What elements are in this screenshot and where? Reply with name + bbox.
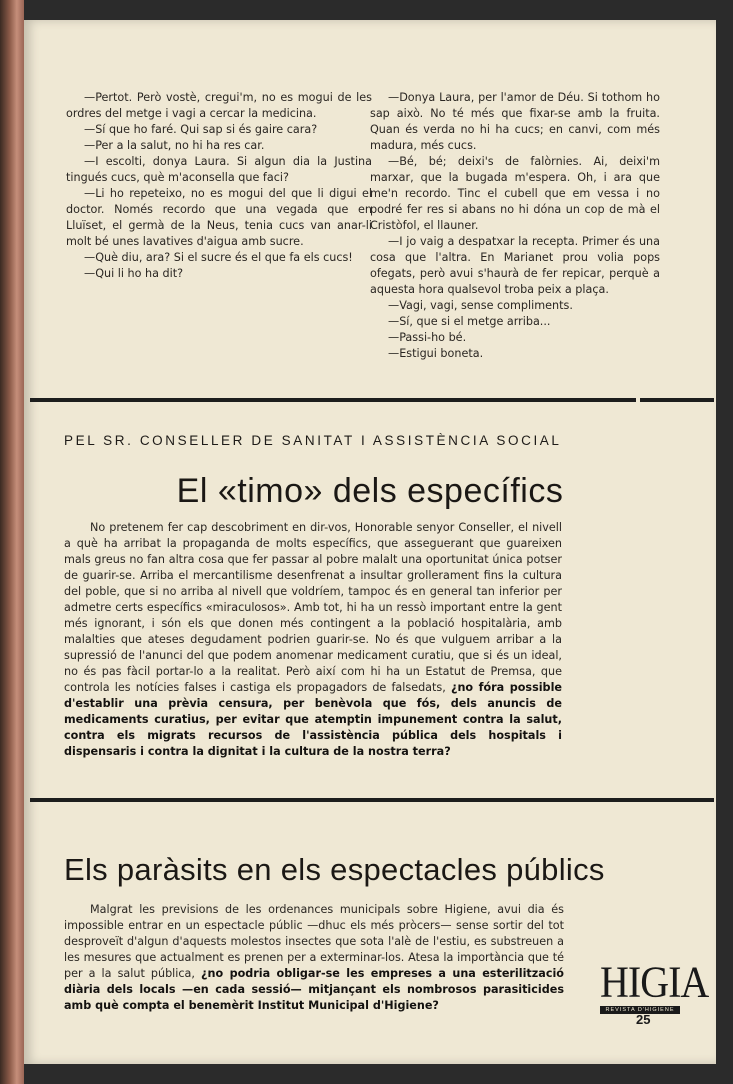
dialogue-paragraph: —Vagi, vagi, sense compliments. [388, 299, 573, 312]
article-body-text: Malgrat les previsions de les ordenances municipals sobre Higiene, avui dia és impossible entrar en un espectacle públic —dhuc els més pròcers— sense sortir del tot desproveït d'algun d'aquests molestos insectes que sota l'alè de l'estiu, es substreuen a les mesures que actualment es prenen per a exterminar-los. Atesa la importància que té per a la salut pública, [64, 903, 564, 980]
dialogue-paragraph: —Estigui boneta. [388, 347, 484, 360]
dialogue-paragraph: —Bé, bé; deixi's de falòrnies. Ai, deixi'm marxar, que la bugada m'espera. Oh, i ara que me'n recordo. Tinc el cubell que em vessa i no podré fer res si abans no hi dóna un cop de mà el Cristòfol, el llauner. [370, 155, 660, 232]
logo-subtitle: REVISTA D'HIGIENE [600, 1006, 680, 1014]
article-body [64, 520, 562, 760]
dialogue-paragraph: —Sí que ho faré. Qui sap si és gaire cara? [84, 123, 318, 136]
article-title: Els paràsits en els espectacles públics [64, 852, 605, 887]
dialogue-column-right [370, 90, 660, 362]
article-body-text: No pretenem fer cap descobriment en dir-vos, Honorable senyor Conseller, el nivell a què ha arribat la propaganda de molts específics, que asseguerant que guareixen mals greus no fan altra cosa que fer passar al pobre malalt una oportunitat única potser de guarir-se. Arriba el mercantilisme desenfrenat a insultar grollerament fins la cultura del poble, que si no arriba al nivell que voldríem, tampoc és en general tan inferior per admetre certs específics «miraculosos». Amb tot, hi ha un ressò important entre la gent més ignorant, i són els que donen més contingent a la població hospitalària, amb malalties que ateses degudament podrien guarir-se. No és que vulguem arribar a la supressió de l'anunci del que podem anomenar medicament curatiu, que si és un ideal, no és pas fàcil portar-lo a la realitat. Però així com hi ha un Estatut de Premsa, que controla les notícies falses i castiga els propagadors de falsedats, [64, 521, 562, 694]
article-kicker: PEL SR. CONSELLER DE SANITAT I ASSISTÈNCIA SOCIAL [64, 433, 562, 448]
logo-wordmark: HIGIA [600, 956, 709, 1007]
dialogue-paragraph: —Per a la salut, no hi ha res car. [84, 139, 265, 152]
article-body [64, 902, 564, 1014]
magazine-page [24, 20, 716, 1064]
section-divider [30, 398, 714, 402]
dialogue-paragraph: —Pertot. Però vostè, cregui'm, no es mogui de les ordres del metge i vagi a cercar la medicina. [66, 91, 372, 120]
book-spine [0, 0, 24, 1084]
dialogue-paragraph: —Passi-ho bé. [388, 331, 467, 344]
dialogue-column-left [66, 90, 372, 282]
dialogue-paragraph: —Sí, que si el metge arriba... [388, 315, 551, 328]
section-divider [30, 798, 714, 802]
page-number: 25 [636, 1012, 651, 1027]
dialogue-paragraph: —Qui li ho ha dit? [84, 267, 184, 280]
higia-logo [600, 956, 709, 1014]
dialogue-paragraph: —I jo vaig a despatxar la recepta. Primer és una cosa que l'altra. En Marianet prou volia pops ofegats, però avui s'haurà de fer repicar, perquè a aquesta hora qualsevol troba peix a plaça. [370, 235, 660, 296]
dialogue-paragraph: —Què diu, ara? Si el sucre és el que fa els cucs! [84, 251, 353, 264]
article-title: El «timo» dels específics [176, 472, 564, 510]
dialogue-paragraph: —Li ho repeteixo, no es mogui del que li digui el doctor. Només recordo que una vegada que en Lluïset, el germà de la Neus, tenia cucs van anar-li molt bé unes lavatives d'aigua amb sucre. [66, 187, 372, 248]
article-body-emphasis: ¿no fóra possible d'establir una prèvia censura, per benèvola que fós, dels anuncis de medicaments curatius, per evitar que atemptin impunement contra la salut, contra els migrats recursos de l'assistència pública dels hospitals i dispensaris i contra la dignitat i la cultura de la nostra terra? [64, 681, 562, 758]
article-body-emphasis: ¿no podria obligar-se les empreses a una esterilització diària dels locals —en cada sessió— mitjançant els nombrosos parasiticides amb què compta el benemèrit Institut Municipal d'Higiene? [64, 967, 564, 1012]
dialogue-paragraph: —Donya Laura, per l'amor de Déu. Si tothom ho sap això. No té més que fixar-se amb la fruita. Quan és verda no hi ha cucs; en canvi, com més madura, més cucs. [370, 91, 660, 152]
dialogue-paragraph: —I escolti, donya Laura. Si algun dia la Justina tingués cucs, què m'aconsella que faci? [66, 155, 372, 184]
